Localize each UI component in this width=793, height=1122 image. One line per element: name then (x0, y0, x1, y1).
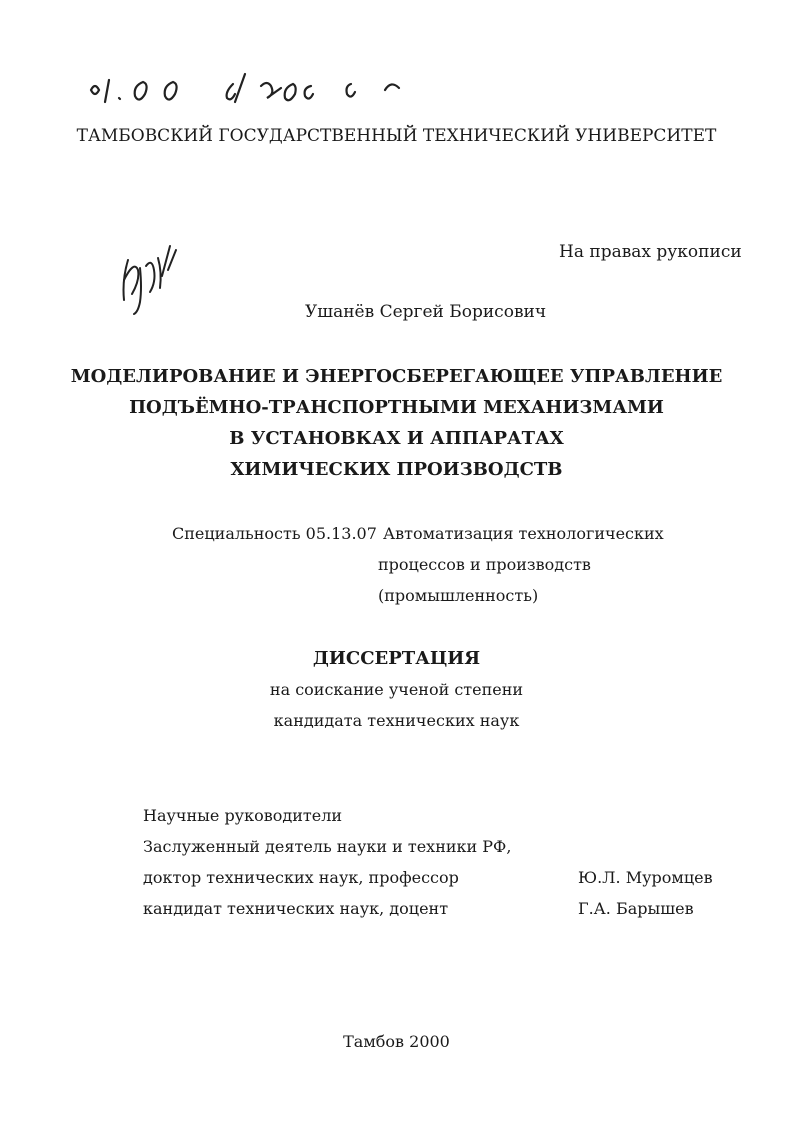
supervisor-title-1: Заслуженный деятель науки и техники РФ, (143, 837, 512, 856)
title-line-2: ПОДЪЁМНО-ТРАНСПОРТНЫМИ МЕХАНИЗМАМИ (129, 397, 664, 418)
specialty-line-3: (промышленность) (378, 586, 539, 605)
title-line-4: ХИМИЧЕСКИХ ПРОИЗВОДСТВ (230, 459, 563, 480)
specialty-line-2: процессов и производств (378, 555, 591, 574)
thesis-line-1: на соискание ученой степени (269, 680, 524, 699)
title-line-3: В УСТАНОВКАХ И АППАРАТАХ (229, 428, 564, 449)
thesis-line-2: кандидата технических наук (273, 711, 520, 730)
university-name: ТАМБОВСКИЙ ГОСУДАРСТВЕННЫЙ ТЕХНИЧЕСКИЙ УНИВЕРСИТЕТ (76, 126, 717, 146)
specialty-line-1: Автоматизация технологических (383, 524, 664, 543)
handwritten-archive-number (85, 68, 445, 108)
thesis-heading: ДИССЕРТАЦИЯ (312, 648, 481, 669)
manuscript-rights-note: На правах рукописи (559, 242, 742, 262)
supervisor-title-3: кандидат технических наук, доцент (143, 899, 449, 918)
specialty-label: Специальность 05.13.07 (172, 524, 377, 543)
supervisor-name-2: Г.А. Барышев (578, 899, 694, 918)
signature-mark (118, 240, 188, 320)
place-and-year: Тамбов 2000 (343, 1032, 450, 1051)
author-name: Ушанёв Сергей Борисович (305, 302, 547, 322)
supervisors-heading: Научные руководители (143, 806, 343, 825)
supervisor-name-1: Ю.Л. Муромцев (578, 868, 713, 887)
title-line-1: МОДЕЛИРОВАНИЕ И ЭНЕРГОСБЕРЕГАЮЩЕЕ УПРАВЛЕНИЕ (70, 366, 723, 387)
supervisor-title-2: доктор технических наук, профессор (143, 868, 459, 887)
